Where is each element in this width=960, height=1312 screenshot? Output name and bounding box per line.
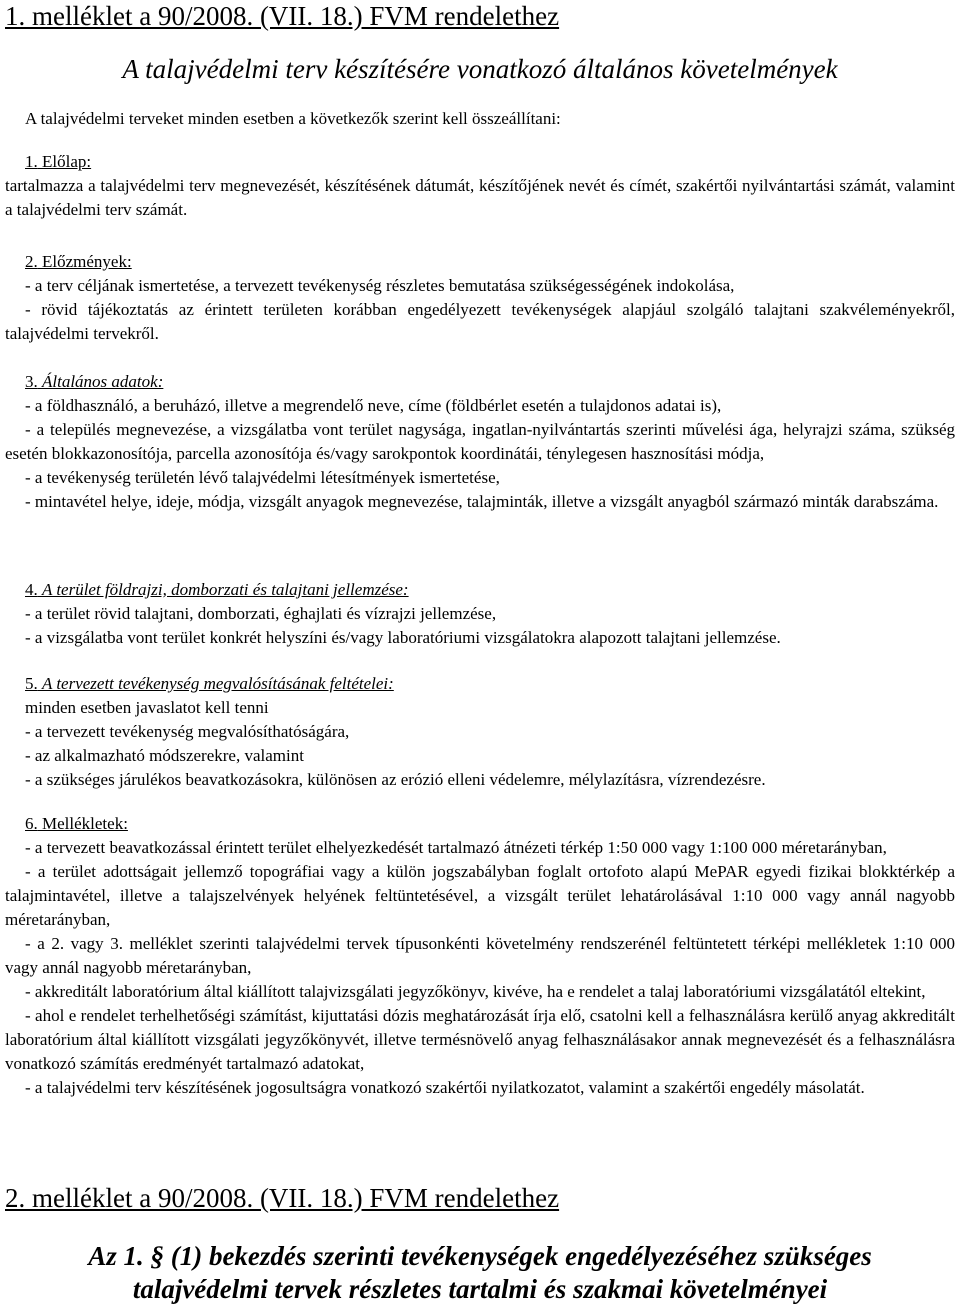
section-4 xyxy=(5,578,955,650)
section-title: Előzmények: xyxy=(42,252,132,271)
list-item: - a település megnevezése, a vizsgálatba vont terület nagysága, ingatlan-nyilvántartás szerinti művelési ága, helyrajzi száma, szükség esetén blokkazonosítója, parcella azonosítója és/vagy sarokpontok koordinátái, ténylegesen hasznosítási módja, xyxy=(5,420,955,463)
section-6 xyxy=(5,812,955,1100)
section-2-heading xyxy=(5,250,955,274)
list-item: - ahol e rendelet terhelhetőségi számítást, kijuttatási dózis meghatározását írja elő, csatolni kell a felhasználásra kerülő anyag akkreditált laboratórium által kiállított vizsgálati jegyzőkönyvét, illetve termésnövelő anyag felhasználásakor annak megnevezését és a felhasználásra vonatkozó számítás eredményét tartalmazó adatokat, xyxy=(5,1006,955,1073)
list-item: - a tervezett tevékenység megvalósíthatóságára, xyxy=(25,722,350,741)
list-item: - a földhasználó, a beruházó, illetve a megrendelő neve, címe (földbérlet esetén a tulajdonos adatai is), xyxy=(25,396,722,415)
section-4-heading xyxy=(5,578,955,602)
section-1-text: tartalmazza a talajvédelmi terv megnevezését, készítésének dátumát, készítőjének nevét és címét, szakértői nyilvántartási számát, valamint a talajvédelmi terv számát. xyxy=(5,176,955,219)
list-item: - a vizsgálatba vont terület konkrét helyszíni és/vagy laboratóriumi vizsgálatokra alapozott talajtani jellemzése. xyxy=(25,628,781,647)
section-number: 3. xyxy=(25,372,38,391)
section-2 xyxy=(5,250,955,346)
section-title: Általános adatok: xyxy=(42,372,164,391)
annex-2-title xyxy=(5,1240,955,1306)
section-number: 2. xyxy=(25,252,38,271)
annex-1-heading: 1. melléklet a 90/2008. (VII. 18.) FVM rendelethez xyxy=(5,1,560,31)
list-item: - a tervezett beavatkozással érintett terület elhelyezkedését tartalmazó átnézeti térkép 1:50 000 vagy 1:100 000 méretarányban, xyxy=(25,838,887,857)
section-number: 4. xyxy=(25,580,38,599)
annex-2-title-line-1: Az 1. § (1) bekezdés szerinti tevékenységek engedélyezéséhez szükséges xyxy=(88,1241,872,1271)
list-item: - a 2. vagy 3. melléklet szerinti talajvédelmi tervek típusonkénti követelmény rendszerénél feltüntetett térképi mellékletek 1:10 000 vagy annál nagyobb méretarányban, xyxy=(5,934,955,977)
list-item: - a tevékenység területén lévő talajvédelmi létesítmények ismertetése, xyxy=(25,468,500,487)
section-3-heading xyxy=(5,370,955,394)
section-number: 1. xyxy=(25,152,38,171)
list-item: - rövid tájékoztatás az érintett területen korábban engedélyezett tevékenységek alapjául szolgáló talajtani szakvéleményekről, talajvédelmi tervekről. xyxy=(5,300,955,343)
list-item: - a terület adottságait jellemző topográfiai vagy a külön jogszabályban foglalt ortofoto alapú MePAR egyedi fizikai blokktérkép a talajmintavétel, illetve a talajszelvények helyének feltüntetésével, a vizsgált terület lehatárolásával 1:10 000 vagy annál nagyobb méretarányban, xyxy=(5,862,955,929)
document-title: A talajvédelmi terv készítésére vonatkozó általános követelmények xyxy=(122,54,838,84)
section-title: Mellékletek: xyxy=(42,814,128,833)
annex-2-title-line-2: talajvédelmi tervek részletes tartalmi és szakmai követelményei xyxy=(132,1274,828,1304)
list-item: - a terv céljának ismertetése, a tervezett tevékenység részletes bemutatása szükségességének indokolása, xyxy=(25,276,735,295)
section-title: A terület földrajzi, domborzati és talajtani jellemzése: xyxy=(42,580,409,599)
section-1 xyxy=(5,150,955,222)
list-item: - a terület rövid talajtani, domborzati, éghajlati és vízrajzi jellemzése, xyxy=(25,604,497,623)
list-item: - az alkalmazható módszerekre, valamint xyxy=(25,746,304,765)
section-6-heading xyxy=(5,812,955,836)
section-title: Előlap: xyxy=(42,152,92,171)
intro-text: A talajvédelmi terveket minden esetben a következők szerint kell összeállítani: xyxy=(25,109,561,128)
section-number: 5. xyxy=(25,674,38,693)
section-5-heading xyxy=(5,672,955,696)
list-item: - mintavétel helye, ideje, módja, vizsgált anyagok megnevezése, talajminták, illetve a vizsgált anyagból származó minták darabszáma. xyxy=(25,492,939,511)
annex-2-heading: 2. melléklet a 90/2008. (VII. 18.) FVM rendelethez xyxy=(5,1183,560,1213)
section-3 xyxy=(5,370,955,514)
section-1-heading xyxy=(5,150,955,174)
list-item: minden esetben javaslatot kell tenni xyxy=(25,698,269,717)
section-5 xyxy=(5,672,955,792)
section-number: 6. xyxy=(25,814,38,833)
list-item: - akkreditált laboratórium által kiállított talajvizsgálati jegyzőkönyv, kivéve, ha e rendelet a talaj laboratóriumi vizsgálatától eltekint, xyxy=(25,982,926,1001)
list-item: - a talajvédelmi terv készítésének jogosultságra vonatkozó szakértői nyilatkozatot, valamint a szakértői engedély másolatát. xyxy=(25,1078,865,1097)
section-title: A tervezett tevékenység megvalósításának feltételei: xyxy=(42,674,394,693)
list-item: - a szükséges járulékos beavatkozásokra, különösen az erózió elleni védelemre, mélylazításra, vízrendezésre. xyxy=(25,770,766,789)
